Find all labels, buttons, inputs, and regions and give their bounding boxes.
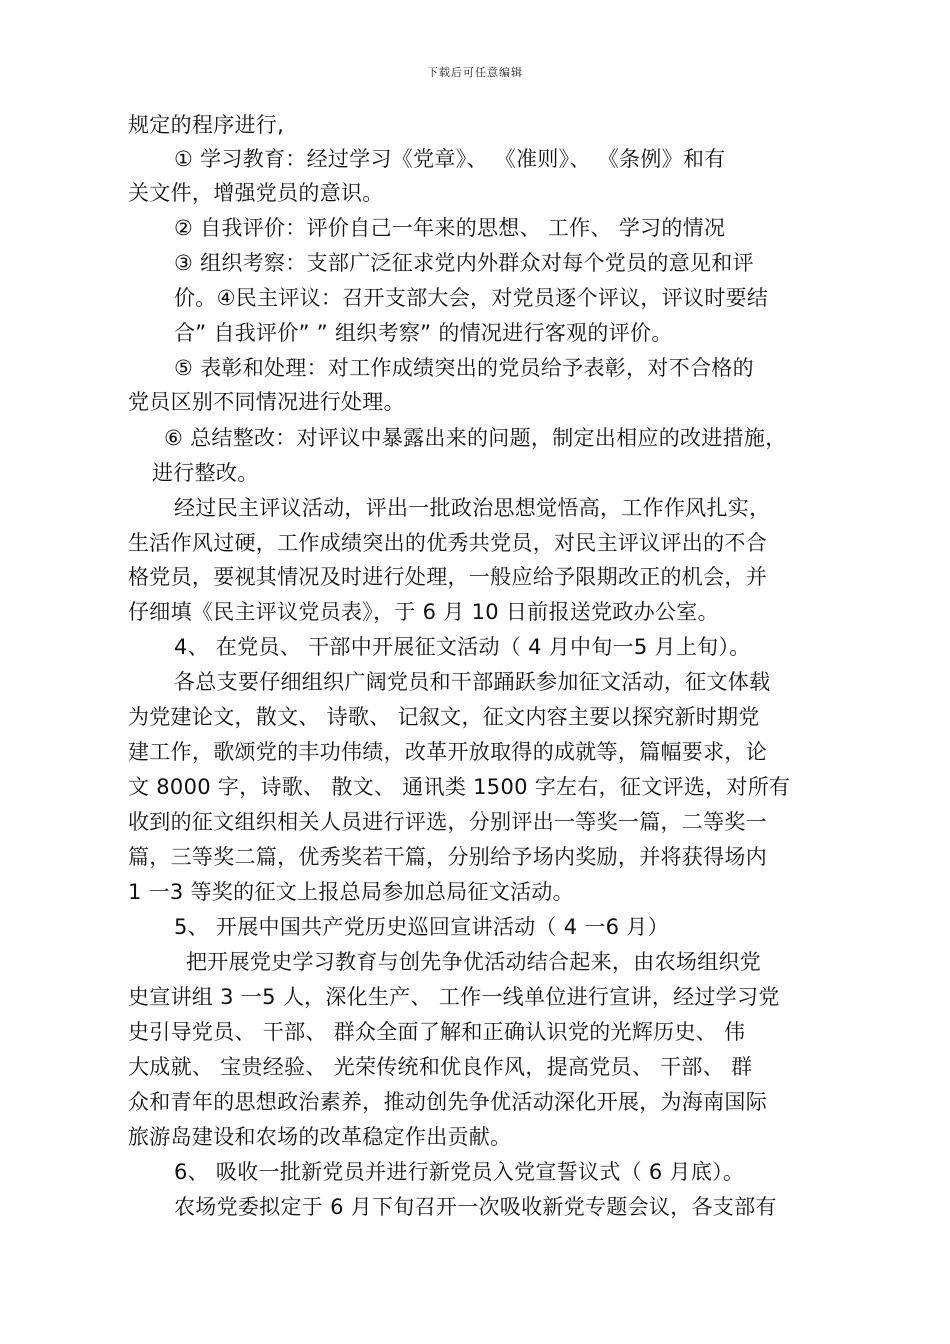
text-line: ② 自我评价：评价自己一年来的思想、 工作、 学习的情况 [174,216,726,240]
text-line: 为党建论文，散文、 诗歌、 记叙文，征文内容主要以探究新时期党 [128,705,760,729]
document-body [0,108,950,1344]
text-line: 收到的征文组织相关人员进行评选，分别评出一等奖一篇，二等奖一 [128,810,767,834]
page-header: 下载后可任意编辑 [427,66,523,79]
text-line: 党员区别不同情况进行处理。 [128,390,405,414]
text-line: 众和青年的思想政治素养，推动创先争优活动深化开展，为海南国际 [128,1090,767,1114]
text-line: 大成就、 宝贵经验、 光荣传统和优良作风，提高党员、 干部、 群 [128,1055,753,1079]
text-line: 6、 吸收一批新党员并进行新党员入党宣誓议式（ 6 月底）。 [174,1160,745,1184]
text-line: 4、 在党员、 干部中开展征文活动（ 4 月中旬一5 月上旬）。 [174,635,751,659]
text-line: 价。④民主评议：召开支部大会，对党员逐个评议，评议时要结 [174,286,769,310]
text-line: 旅游岛建设和农场的改革稳定作出贡献。 [128,1125,512,1149]
text-line: 规定的程序进行, [128,113,285,137]
text-line: 1 一3 等奖的征文上报总局参加总局征文活动。 [128,880,574,904]
text-line: 史宣讲组 3 一5 人，深化生产、 工作一线单位进行宣讲，经过学习党 [128,985,780,1009]
text-line: ① 学习教育：经过学习《党章》、 《准则》、 《条例》和有 [174,147,726,171]
text-line: ⑤ 表彰和处理：对工作成绩突出的党员给予表彰，对不合格的 [174,356,754,380]
text-line: 史引导党员、 干部、 群众全面了解和正确认识党的光辉历史、 伟 [128,1020,746,1044]
text-line: ⑥ 总结整改：对评议中暴露出来的问题，制定出相应的改进措施， [164,426,787,450]
text-line: 格党员，要视其情况及时进行处理，一般应给予限期改正的机会，并 [128,565,767,589]
text-line: 文 8000 字，诗歌、 散文、 通讯类 1500 字左右，征文评选，对所有 [128,775,791,799]
text-line: 进行整改。 [152,461,259,485]
text-line: 生活作风过硬，工作成绩突出的优秀共党员，对民主评议评出的不合 [128,531,767,555]
text-line: 5、 开展中国共产党历史巡回宣讲活动（ 4 一6 月） [174,915,669,939]
text-line: 把开展党史学习教育与创先争优活动结合起来，由农场组织党 [186,950,762,974]
text-line: 仔细填《民主评议党员表》，于 6 月 10 日前报送党政办公室。 [128,600,719,624]
text-line: 篇，三等奖二篇，优秀奖若干篇，分别给予场内奖励，并将获得场内 [128,845,767,869]
text-line: 经过民主评议活动，评出一批政治思想觉悟高，工作作风扎实， [174,496,771,520]
text-line: ③ 组织考察：支部广泛征求党内外群众对每个党员的意见和评 [174,251,754,275]
text-line: 合” 自我评价” ” 组织考察” 的情况进行客观的评价。 [174,321,673,345]
text-line: 各总支要仔细组织广阔党员和干部踊跃参加征文活动，征文体载 [174,670,771,694]
text-line: 关文件，增强党员的意识。 [128,181,384,205]
text-line: 建工作，歌颂党的丰功伟绩，改革开放取得的成就等，篇幅要求，论 [128,740,767,764]
text-line: 农场党委拟定于 6 月下旬召开一次吸收新党专题会议，各支部有 [174,1195,777,1219]
